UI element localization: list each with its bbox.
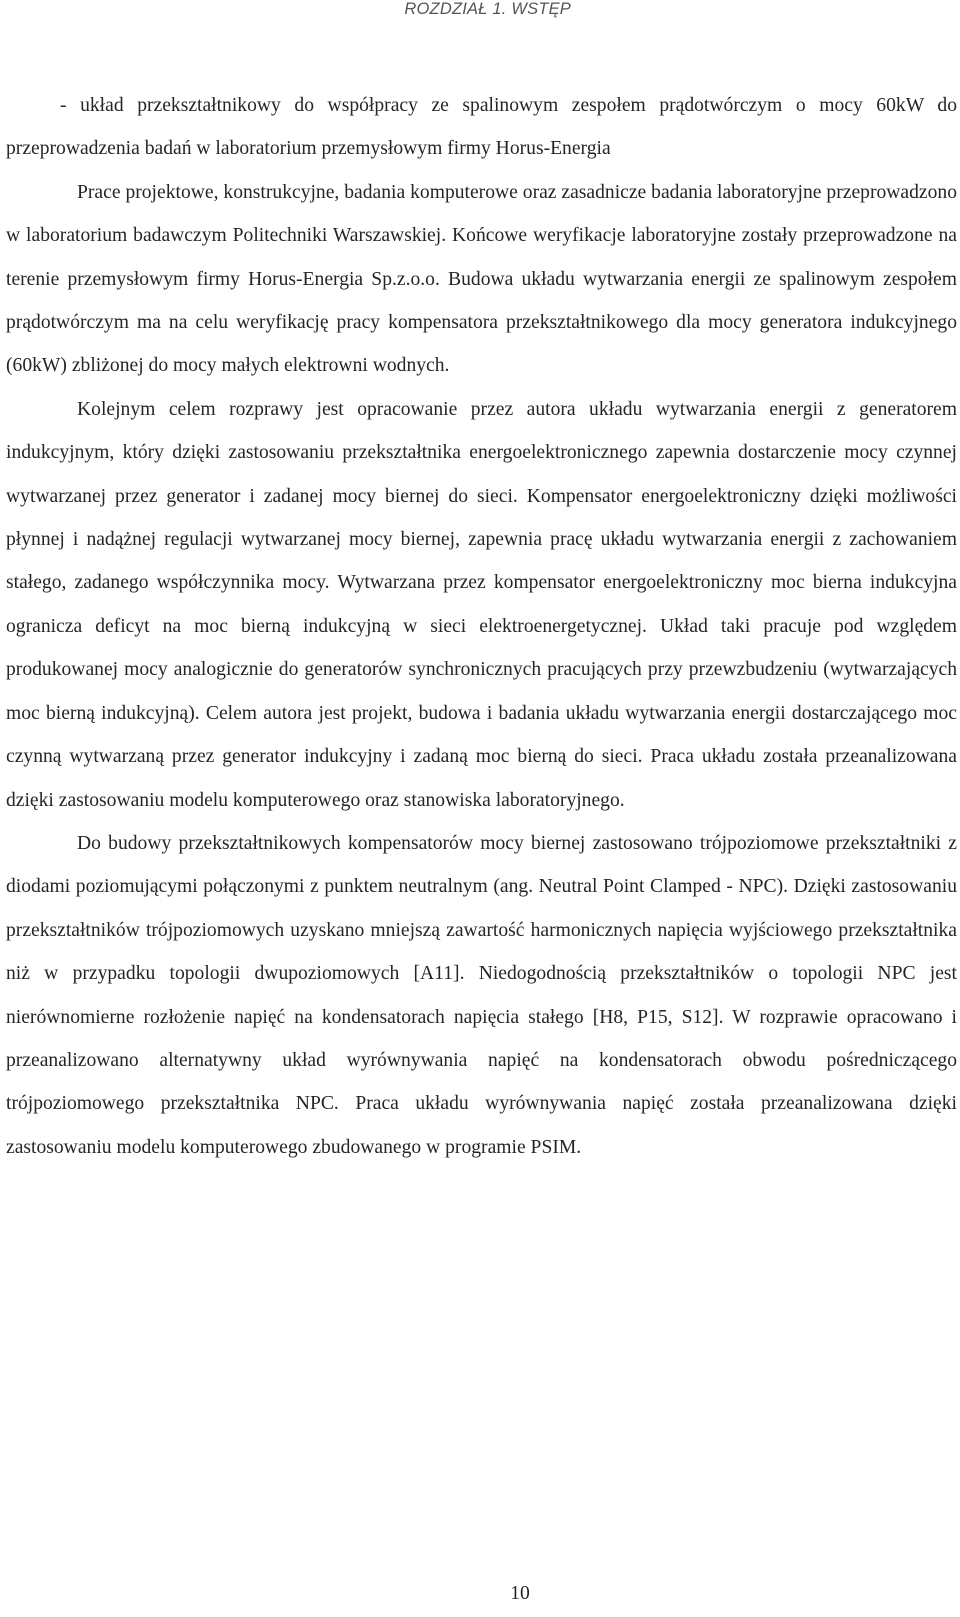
paragraph-research-scope: Prace projektowe, konstrukcyjne, badania komputerowe oraz zasadnicze badania laboratoryjne przeprowadzono w laboratorium badawczym Politechniki Warszawskiej. Końcowe weryfikacje laboratoryjne zostały przeprowadzone na terenie przemysłowym firmy Horus-Energia Sp.z.o.o. Budowa układu wytwarzania energii ze spalinowym zespołem prądotwórczym ma na celu weryfikację pracy kompensatora przekształtnikowego dla mocy generatora indukcyjnego (60kW) zbliżonej do mocy małych elektrowni wodnych.: [6, 181, 957, 377]
document-body: [6, 84, 957, 1169]
page-number: 10: [510, 1583, 530, 1604]
paragraph-dissertation-goal: Kolejnym celem rozprawy jest opracowanie przez autora układu wytwarzania energii z generatorem indukcyjnym, który dzięki zastosowaniu przekształtnika energoelektronicznego zapewnia dostarczenie mocy czynnej wytwarzanej przez generator i zadanej mocy biernej do sieci. Kompensator energoelektroniczny dzięki możliwości płynnej i nadążnej regulacji wytwarzanej mocy biernej, zapewnia pracę układu wytwarzania energii z zachowaniem stałego, zadanego współczynnika mocy. Wytwarzana przez kompensator energoelektroniczny moc bierna indukcyjna ogranicza deficyt na moc bierną indukcyjną w sieci elektroenergetycznej. Układ taki pracuje pod względem produkowanej mocy analogicznie do generatorów synchronicznych pracujących przy przewzbudzeniu (wytwarzających moc bierną indukcyjną). Celem autora jest projekt, budowa i badania układu wytwarzania energii dostarczającego moc czynną wytwarzaną przez generator indukcyjny i zadaną moc bierną do sieci. Praca układu została przeanalizowana dzięki zastosowaniu modelu komputerowego oraz stanowiska laboratoryjnego.: [6, 398, 957, 811]
running-header: ROZDZIAŁ 1. WSTĘP: [404, 0, 571, 18]
list-item-paragraph: - układ przekształtnikowy do współpracy ze spalinowym zespołem prądotwórczym o mocy 60kW do przeprowadzenia badań w laboratorium przemysłowym firmy Horus-Energia: [6, 95, 957, 160]
paragraph-npc-converters: Do budowy przekształtnikowych kompensatorów mocy biernej zastosowano trójpoziomowe przekształtniki z diodami poziomującymi połączonymi z punktem neutralnym (ang. Neutral Point Clamped - NPC). Dzięki zastosowaniu przekształtników trójpoziomowych uzyskano mniejszą zawartość harmonicznych napięcia wyjściowego przekształtnika niż w przypadku topologii dwupoziomowych [A11]. Niedogodnością przekształtników o topologii NPC jest nierównomierne rozłożenie napięć na kondensatorach napięcia stałego [H8, P15, S12]. W rozprawie opracowano i przeanalizowano alternatywny układ wyrównywania napięć na kondensatorach obwodu pośredniczącego trójpoziomowego przekształtnika NPC. Praca układu wyrównywania napięć została przeanalizowana dzięki zastosowaniu modelu komputerowego zbudowanego w programie PSIM.: [6, 832, 957, 1158]
